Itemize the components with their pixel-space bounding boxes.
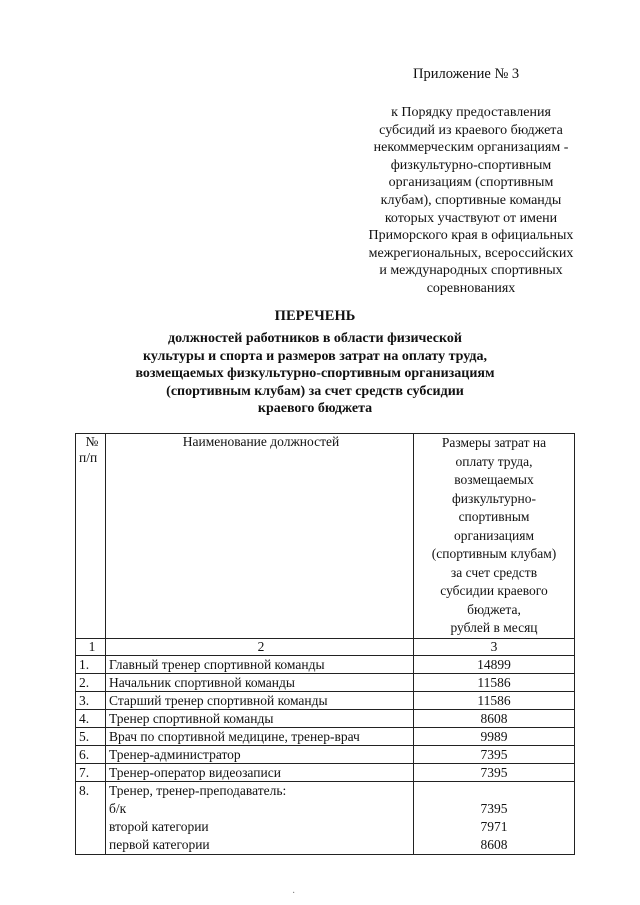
row-value-item: 8608 — [480, 836, 508, 852]
row-value-item: 7395 — [480, 800, 508, 816]
header-value-line: рублей в месяц — [450, 620, 538, 635]
row-value: 11586 — [414, 691, 575, 709]
column-index-cell: 2 — [106, 638, 414, 655]
appendix-title: Приложение № 3 — [413, 66, 520, 82]
header-value-line: субсидии краевого — [440, 583, 548, 598]
row-num: 6. — [76, 745, 106, 763]
row-num: 1. — [76, 655, 106, 673]
appendix-subtitle-line: организациям (спортивным — [388, 175, 554, 191]
row-num: 8. — [76, 781, 106, 854]
header-value-line: за счет средств — [450, 564, 538, 580]
appendix-subtitle-line: субсидий из краевого бюджета — [379, 122, 563, 138]
appendix-subtitle-line: межрегиональных, всероссийских — [368, 245, 574, 261]
table-row — [76, 655, 575, 673]
header-num-line: № — [85, 434, 99, 449]
appendix-subtitle-line: клубам), спортивные команды — [380, 192, 562, 208]
table-row — [76, 727, 575, 745]
document-subtitle-line: культуры и спорта и размеров затрат на оплату труда, — [143, 348, 487, 364]
table-row — [76, 745, 575, 763]
table-row — [76, 673, 575, 691]
table-row — [76, 709, 575, 727]
row-value-item: 7971 — [480, 818, 508, 834]
table-header-row — [76, 434, 575, 639]
footer-mark: · — [292, 888, 296, 899]
document-subtitle-line: должностей работников в области физической — [168, 331, 462, 346]
header-value-line: оплату труда, — [455, 453, 533, 469]
positions-table — [75, 433, 575, 855]
row-position-item: второй категории — [109, 818, 209, 834]
table-row — [76, 691, 575, 709]
header-value-cell — [414, 434, 575, 639]
row-num: 7. — [76, 763, 106, 781]
column-index-cell: 3 — [414, 638, 575, 655]
row-value — [414, 781, 575, 854]
column-index-cell: 1 — [76, 638, 106, 655]
table-row — [76, 781, 575, 854]
row-value: 9989 — [414, 727, 575, 745]
header-value-line: Размеры затрат на — [441, 435, 547, 450]
table-row — [76, 763, 575, 781]
document-subtitle-line: возмещаемых физкультурно-спортивным организациям — [135, 366, 495, 382]
appendix-subtitle-line: которых участвуют от имени — [384, 210, 558, 226]
row-position: Начальник спортивной команды — [106, 673, 414, 691]
column-index-row — [76, 638, 575, 655]
header-name-cell: Наименование должностей — [106, 434, 414, 639]
appendix-subtitle-line: физкультурно-спортивным — [390, 157, 552, 173]
row-value: 14899 — [414, 655, 575, 673]
appendix-subtitle-line: к Порядку предоставления — [391, 105, 551, 120]
row-num: 2. — [76, 673, 106, 691]
appendix-subtitle-line: некоммерческим организациям - — [373, 140, 569, 156]
row-position-item: б/к — [109, 800, 127, 816]
row-position: Тренер-администратор — [106, 745, 414, 763]
row-position-item: первой категории — [109, 836, 210, 852]
appendix-subtitle — [346, 104, 596, 298]
row-position: Главный тренер спортивной команды — [106, 655, 414, 673]
header-value-line: возмещаемых — [454, 472, 534, 487]
row-value: 7395 — [414, 745, 575, 763]
document-subtitle-line: краевого бюджета — [257, 401, 373, 417]
document-title: ПЕРЕЧЕНЬ — [274, 308, 356, 324]
row-value: 7395 — [414, 763, 575, 781]
header-value-line: организациям — [453, 527, 534, 543]
row-num: 3. — [76, 691, 106, 709]
header-value-line: бюджета, — [467, 601, 521, 617]
row-position: Старший тренер спортивной команды — [106, 691, 414, 709]
row-num: 5. — [76, 727, 106, 745]
row-value: 11586 — [414, 673, 575, 691]
appendix-subtitle-line: соревнованиях — [426, 280, 516, 296]
row-position: Тренер спортивной команды — [106, 709, 414, 727]
header-value-line: спортивным — [458, 509, 530, 524]
row-position-title: Тренер, тренер-преподаватель: — [109, 782, 287, 798]
document-subtitle — [100, 330, 530, 418]
header-num-cell — [76, 434, 106, 639]
row-position — [106, 781, 414, 854]
document-subtitle-line: (спортивным клубам) за счет средств субсидии — [166, 383, 464, 399]
row-position: Врач по спортивной медицине, тренер-врач — [106, 727, 414, 745]
header-value-line: (спортивным клубам) — [431, 546, 557, 561]
appendix-subtitle-line: Приморского края в официальных — [368, 228, 574, 244]
row-value: 8608 — [414, 709, 575, 727]
row-num: 4. — [76, 709, 106, 727]
appendix-subtitle-line: и международных спортивных — [379, 263, 563, 279]
header-num-line: п/п — [79, 450, 98, 465]
header-value-line: физкультурно- — [452, 490, 536, 506]
row-position: Тренер-оператор видеозаписи — [106, 763, 414, 781]
